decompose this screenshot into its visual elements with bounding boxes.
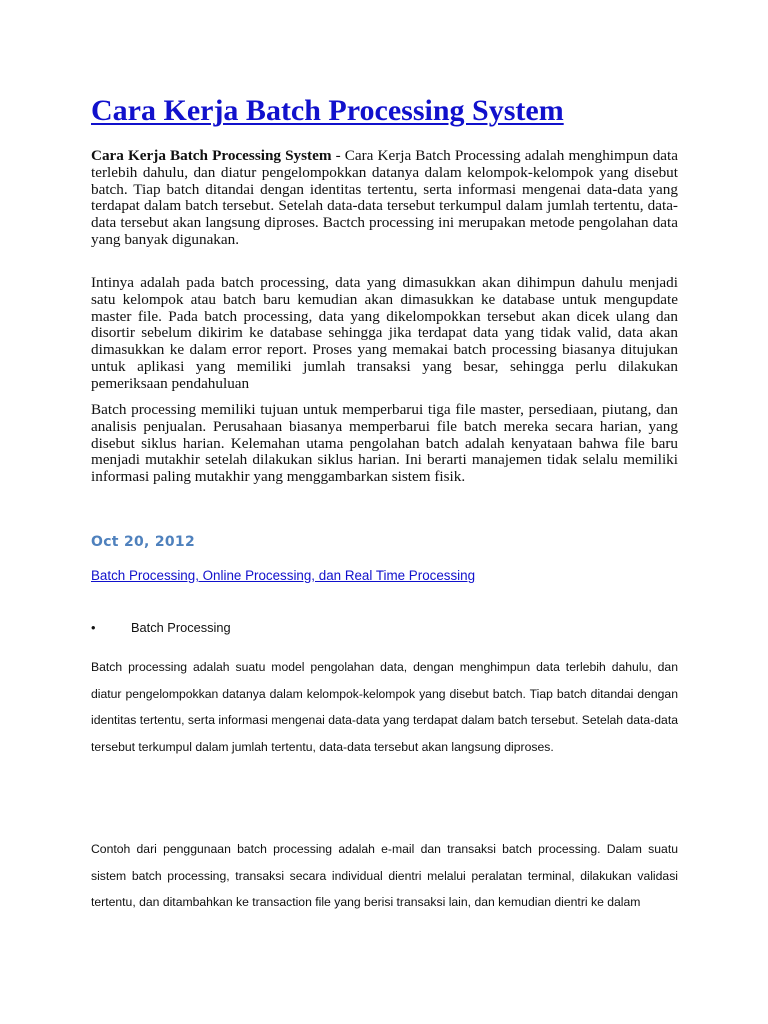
post-paragraph-1: Batch processing adalah suatu model pengolahan data, dengan menghimpun data terlebih dahulu, dan diatur pengelompokkan datanya dalam kelompok-kelompok yang disebut batch. Tiap batch ditandai dengan identitas tertentu, serta informasi mengenai data-data yang terdapat dalam batch tersebut. Setelah data-data tersebut terkumpul dalam jumlah tertentu, data-data tersebut akan langsung diproses. (91, 660, 678, 754)
paragraph-3: Batch processing memiliki tujuan untuk memperbarui tiga file master, persediaan, piutang, dan analisis penjualan. Perusahaan biasanya memperbarui file batch mereka secara harian, yang disebut siklus harian. Kelemahan utama pengolahan batch adalah kenyataan bahwa file baru menjadi mutakhir setelah dilakukan siklus harian. Ini berarti manajemen tidak selalu memiliki informasi paling mutakhir yang menggambarkan sistem fisik. (91, 401, 678, 486)
post-title-link[interactable]: Batch Processing, Online Processing, dan Real Time Processing (91, 568, 476, 583)
paragraph-2: Intinya adalah pada batch processing, data yang dimasukkan akan dihimpun dahulu menjadi satu kelompok atau batch baru kemudian akan dimasukkan ke database untuk mengupdate master file. Pada batch processing, data yang dikelompokkan tersebut akan dicek ulang dan disortir sebelum dikirim ke database sehingga jika terdapat data yang tidak valid, data akan dimasukkan ke dalam error report. Proses yang memakai batch processing biasanya ditujukan untuk aplikasi yang memiliki jumlah transaksi yang besar, sehingga perlu dilakukan pemeriksaan pendahuluan (91, 274, 678, 392)
page-title-link[interactable]: Cara Kerja Batch Processing System (91, 94, 564, 127)
bullet-icon: • (91, 620, 96, 635)
intro-bold-lead: Cara Kerja Batch Processing System (91, 147, 332, 164)
bullet-label: Batch Processing (131, 620, 231, 635)
intro-paragraph (91, 148, 678, 249)
bullet-item (91, 619, 391, 639)
intro-text: - Cara Kerja Batch Processing adalah menghimpun data terlebih dahulu, dan diatur pengelompokkan datanya dalam kelompok-kelompok yang disebut batch. Tiap batch ditandai dengan identitas tertentu, serta informasi mengenai data-data yang terdapat dalam batch tersebut. Setelah data-data tersebut terkumpul dalam jumlah tertentu, data-data tersebut akan langsung diproses. Bactch processing ini merupakan metode pengolahan data yang banyak digunakan. (91, 147, 678, 248)
post-date: Oct 20, 2012 (91, 534, 196, 550)
post-paragraph-2: Contoh dari penggunaan batch processing adalah e-mail dan transaksi batch processing. Dalam suatu sistem batch processing, transaksi secara individual dientri melalui peralatan terminal, dilakukan validasi tertentu, dan ditambahkan ke transaction file yang berisi transaksi lain, dan kemudian dientri ke dalam (91, 842, 678, 909)
